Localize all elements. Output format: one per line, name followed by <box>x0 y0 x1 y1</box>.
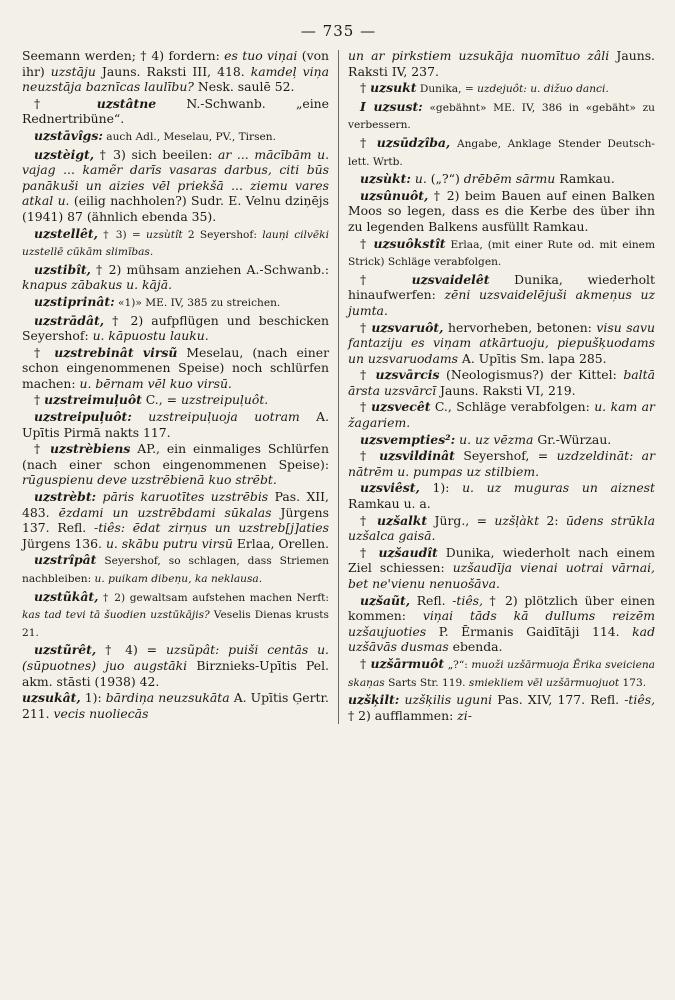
entry-text: Birznieks-Upītis Pel. akm. stāsti (1938) 42. <box>22 657 329 689</box>
entry-text: Veselis Dienas krusts 21. <box>22 609 329 639</box>
entry-headword: uzstũkât, <box>34 588 99 604</box>
dictionary-entry <box>22 642 329 689</box>
entry-text: Jauns. Raksti III, 418. <box>95 63 251 79</box>
entry-text: † 2) beim Bauen auf einen Balken Moos so legen, dass es die Kerbe des über ihn zu legenden Balkens ausfüllt Ramkau. <box>348 187 655 234</box>
entry-text: A. Upītis Ģertr. 211. <box>22 690 329 721</box>
entry-text: A. Upītis Pirmā nakts 117. <box>22 409 330 440</box>
entry-text: Jürg., = <box>427 512 495 528</box>
entry-headword: uzsūdzîba, <box>376 134 451 150</box>
entry-text: Refl. <box>410 592 453 608</box>
entry-text: † 4) = <box>96 642 166 658</box>
entry-text: uzstāju <box>50 63 96 79</box>
dictionary-entry <box>348 188 655 235</box>
dictionary-entry <box>22 589 329 642</box>
dictionary-entry <box>22 409 329 440</box>
entry-text: kas tad tevi tā šuodien uzstūkājis? <box>22 609 210 622</box>
dictionary-entry <box>22 96 329 127</box>
entry-text: -tiês: ēdat zirņus un uzstreb[j]aties <box>94 520 329 536</box>
dictionary-entry <box>348 320 655 367</box>
entry-headword: uzsukt <box>370 80 417 96</box>
entry-text: smiekliem vēl uzšārmuojuot <box>468 676 620 689</box>
entry-text: † 2) gewaltsam aufstehen machen Nerft: <box>98 591 329 604</box>
dictionary-entry <box>22 345 329 392</box>
entry-text: u. kam ar žagariem. <box>348 399 655 431</box>
dictionary-entry <box>348 367 655 398</box>
entry-text: † 3) = <box>97 228 147 241</box>
dictionary-entry <box>348 48 655 79</box>
entry-text: Jauns. Raksti VI, 219. <box>436 382 576 398</box>
entry-headword: uzstrèbiens <box>50 441 131 457</box>
entry-text: † <box>360 319 372 335</box>
entry-text: Gr.-Würzau. <box>533 431 612 447</box>
entry-text: „?“: <box>444 658 472 671</box>
entry-text: -tiês, <box>452 592 483 608</box>
entry-headword: uzsvempties²: <box>360 431 456 447</box>
dictionary-entry <box>348 272 655 319</box>
entry-headword: uzšaudît <box>378 544 438 560</box>
dictionary-entry <box>348 99 655 134</box>
entry-text: Erlaa, Orellen. <box>232 535 329 551</box>
entry-text: viņai tāds kā dullums reizēm uzšaujuoties <box>348 608 655 639</box>
entry-text: uzsũpât: puiši centās u. (sūpuotnes) juo augstāki <box>22 642 329 673</box>
entry-text: † 2) mühsam anziehen A.-Schwanb.: <box>90 261 329 277</box>
entry-headword: uzsvaruôt, <box>371 319 444 335</box>
entry-text: bārdiņa neuzsukāta <box>105 690 230 706</box>
dictionary-entry <box>348 593 655 655</box>
entry-text: uzšaudīja vienai uotrai vārnai, bet ne'vienu nenuošāva. <box>348 560 655 591</box>
dictionary-entry <box>22 48 329 95</box>
entry-text: † <box>34 392 45 408</box>
entry-text: Nesk. saulē 52. <box>193 79 295 95</box>
dictionary-entry <box>348 236 655 271</box>
entry-text: † <box>360 512 378 528</box>
entry-text: † <box>360 655 371 671</box>
entry-text: † 2) aufflammen: <box>348 707 458 723</box>
entry-text: („?“) <box>426 171 464 187</box>
right-column <box>348 48 655 724</box>
dictionary-entry <box>22 128 329 146</box>
entry-text: vecis nuoliecās <box>53 705 149 721</box>
entry-text: † <box>360 80 371 96</box>
entry-text: u. <box>410 171 427 187</box>
entry-text: Dunika, = <box>416 83 478 96</box>
entry-text: «gebähnt» ME. IV, 386 in «gebäht» zu verbessern. <box>348 101 655 132</box>
entry-text: Ramkau. <box>555 171 615 187</box>
entry-text: Erlaa, (mit einer Rute od. mit einem Strick) Schläge verabfolgen. <box>348 238 656 269</box>
dictionary-entry <box>348 135 655 170</box>
entry-text: Pas. XII, 483. <box>22 489 329 520</box>
entry-text: † <box>360 448 380 464</box>
entry-headword: uzsùkt: <box>360 171 411 187</box>
entry-text: auch Adl., Meselau, PV., Tirsen. <box>102 130 276 143</box>
entry-headword: uzsviêst, <box>360 480 420 496</box>
entry-headword: uzstāvîgs: <box>34 127 103 143</box>
entry-text: u. skābu putru virsū <box>105 535 233 551</box>
entry-text: es tuo viņai <box>224 48 298 63</box>
entry-text: u. uz vēzma <box>455 431 534 447</box>
entry-text: † <box>34 344 55 360</box>
entry-text: Dunika, wiederholt hinaufwerfen: <box>348 271 656 303</box>
entry-text: † <box>360 235 374 251</box>
entry-headword: uzšalkt <box>377 512 428 528</box>
entry-text: 2: <box>539 512 566 528</box>
entry-text: hervorheben, betonen: <box>443 319 597 335</box>
entry-text: A. Upītis Sm. lapa 285. <box>457 350 607 366</box>
entry-text: † <box>360 134 377 150</box>
entry-text: Jauns. Raksti IV, 237. <box>348 48 655 79</box>
dictionary-entry <box>22 690 329 721</box>
entry-text: drēbēm sārmu <box>463 171 556 187</box>
entry-text: 173. <box>619 676 647 689</box>
dictionary-entry <box>22 147 329 225</box>
entry-text: (von ihr) <box>22 48 330 79</box>
entry-text: (eilig nachholen?) Sudr. E. Velnu dziņējs (1941) 87 (ähnlich ebenda 35). <box>22 193 329 224</box>
dictionary-entry <box>348 656 655 691</box>
dictionary-entry <box>348 545 655 592</box>
entry-text: AP., ein einmaliges Schlürfen (nach einer schon eingenommenen Speise): <box>22 441 329 472</box>
entry-text: C., Schläge verabfolgen: <box>430 399 595 415</box>
entry-text: uzšķilis uguni <box>399 692 493 708</box>
entry-headword: uzstreimuļuôt <box>44 392 142 408</box>
columns <box>22 48 655 724</box>
entry-headword: uzstèigt, <box>34 146 95 162</box>
dictionary-entry <box>348 432 655 448</box>
entry-headword: uzstellêt, <box>34 225 98 241</box>
dictionary-entry <box>22 262 329 293</box>
entry-text: † <box>34 95 97 111</box>
entry-text: muoži uzšārmuoja Ērika sveiciena skaņas <box>348 658 655 689</box>
entry-text: Seyershof, so schlagen, dass Striemen nachbleiben: <box>22 555 329 585</box>
entry-headword: uzšaũt, <box>360 592 411 608</box>
entry-headword: uzsvārcis <box>375 367 440 383</box>
page-number: — 735 — <box>300 22 377 40</box>
entry-text: C., = <box>141 392 181 408</box>
entry-text: u. kāpuostu lauku. <box>92 328 209 344</box>
entry-text: u. puikam dibeņu, ka neklausa. <box>94 573 263 585</box>
entry-text: visu savu fantaziju es viņam atkārtuoju, piepušķuodams un uzsvaruodams <box>348 319 656 366</box>
entry-text: uzdzeldināt: ar nātrēm u. pumpas uz stilbiem. <box>348 448 655 479</box>
entry-text: P. Ērmanis Gaidītāji 114. <box>426 623 633 639</box>
entry-headword: uzstrèbt: <box>34 489 97 505</box>
entry-headword: uzsvecêt <box>371 399 431 415</box>
entry-text: zi- <box>457 707 472 723</box>
entry-text: † 3) sich beeilen: <box>94 146 218 162</box>
entry-text: uzsùtît <box>146 228 183 241</box>
entry-headword: I uzsust: <box>360 98 423 114</box>
entry-text: † <box>360 271 412 287</box>
entry-text: u. uz muguras un aiznest <box>462 480 655 496</box>
entry-text: Meselau, (nach einer schon eingenommenen Speise) noch schlürfen machen: <box>22 344 329 391</box>
entry-text: Seyershof, = <box>454 448 557 464</box>
entry-text: † <box>360 399 372 415</box>
entry-text: baltā ārsta uzsvārcī <box>348 367 655 398</box>
dictionary-entry <box>348 692 655 723</box>
entry-text: uzstreipuļuôt. <box>180 392 269 408</box>
entry-text: Seemann werden; † 4) fordern: <box>22 48 225 63</box>
entry-text: ar ... mācībām u. vajag ... kamẽr darīs vasaras darbus, citi būs panākuši un aizies vēl priekšā ... ziemu vares atkal u. <box>22 146 330 209</box>
entry-text: ēzdami un uzstrēbdami sūkalas <box>58 504 272 520</box>
entry-headword: uzsuôkstît <box>373 235 446 251</box>
entry-text: N.-Schwanb. „eine Rednertribüne“. <box>22 95 329 127</box>
entry-text: Dunika, wiederholt nach einem Ziel schiessen: <box>348 544 655 576</box>
dictionary-entry <box>348 399 655 430</box>
entry-text: -tiês, <box>624 692 656 708</box>
entry-headword: uzsûnuôt, <box>360 187 429 203</box>
dictionary-entry <box>22 294 329 312</box>
entry-text: † <box>360 367 376 383</box>
dictionary-entry <box>22 226 329 261</box>
entry-text: uzdejuôt: u. dižuo danci. <box>477 83 609 96</box>
entry-headword: uzstrebinât virsũ <box>54 344 178 360</box>
entry-text: lauņi cilvēki uzstellē cūkām slimības. <box>22 228 329 259</box>
entry-text: 2 Seyershof: <box>182 228 263 241</box>
dictionary-entry <box>22 552 329 587</box>
dictionary-entry <box>22 489 329 551</box>
entry-text: uzstreipuļuoja uotram <box>131 409 300 425</box>
dictionary-entry <box>348 80 655 98</box>
entry-text: kad uzšāvās dusmas <box>348 623 655 655</box>
entry-headword: uzšķilt: <box>348 692 400 708</box>
entry-text: zēni uzsvaidelējuši akmeņus uz jumta. <box>348 287 655 318</box>
entry-headword: uzstiprinât: <box>34 293 115 309</box>
left-column <box>22 48 329 724</box>
dictionary-entry <box>22 392 329 408</box>
entry-headword: uzsukât, <box>22 690 81 706</box>
dictionary-entry <box>348 448 655 479</box>
entry-headword: uzstũrêt, <box>34 642 97 658</box>
entry-text: rūguspienu deve uzstrēbienā kuo strēbt. <box>22 472 277 488</box>
entry-headword: uzstibît, <box>34 261 91 277</box>
entry-text: Jürgens 137. Refl. <box>22 504 329 536</box>
entry-text: Angabe, Anklage Stender Deutsch-lett. Wrtb. <box>348 137 655 168</box>
dictionary-entry <box>348 513 655 544</box>
entry-text: pāris karuotītes uzstrēbis <box>96 489 269 505</box>
entry-text: † <box>360 544 379 560</box>
entry-headword: uzstrîpât <box>34 552 97 568</box>
entry-text: un ar pirkstiem uzsukāja nuomītuo zâli <box>348 48 610 63</box>
entry-text: 1): <box>419 480 463 496</box>
entry-text: ūdens strūkla uzšalca gaisā. <box>348 512 655 544</box>
entry-text: Pas. XIV, 177. Refl. <box>492 692 625 708</box>
column-divider <box>338 50 339 724</box>
entry-text: Ramkau u. a. <box>348 496 431 512</box>
entry-text: knapus zābakus u. kājā. <box>22 277 173 293</box>
entry-text: † 2) aufpflügen und beschicken Seyershof: <box>22 312 329 344</box>
entry-headword: uzstrādât, <box>34 312 105 328</box>
entry-text: 1): <box>80 690 106 706</box>
entry-headword: uzsvildinât <box>379 448 455 464</box>
entry-text: † 2) plötzlich über einen kommen: <box>348 592 655 624</box>
dictionary-entry <box>22 441 329 488</box>
entry-text: (Neologismus?) der Kittel: <box>439 367 624 383</box>
entry-headword: uzstreipuļuôt: <box>34 409 132 425</box>
entry-text: «1)» ME. IV, 385 zu streichen. <box>114 296 281 309</box>
entry-text: Sarts Str. 119. <box>384 676 469 689</box>
entry-text: ebenda. <box>448 639 503 655</box>
entry-headword: uzšārmuôt <box>370 655 445 671</box>
dictionary-entry <box>22 313 329 344</box>
entry-text: † <box>34 441 51 457</box>
entry-text: Jürgens 136. <box>22 535 106 551</box>
dictionary-entry <box>348 171 655 187</box>
entry-headword: uzsvaidelêt <box>411 271 490 287</box>
entry-text: kamdeļ viņa neuzstāja baznīcas laulību? <box>22 63 329 95</box>
entry-text: u. bērnam vēl kuo virsū. <box>79 375 232 391</box>
entry-headword: uzstâtne <box>96 95 157 111</box>
entry-text: uzšļàkt <box>494 512 540 528</box>
dictionary-entry <box>348 480 655 511</box>
